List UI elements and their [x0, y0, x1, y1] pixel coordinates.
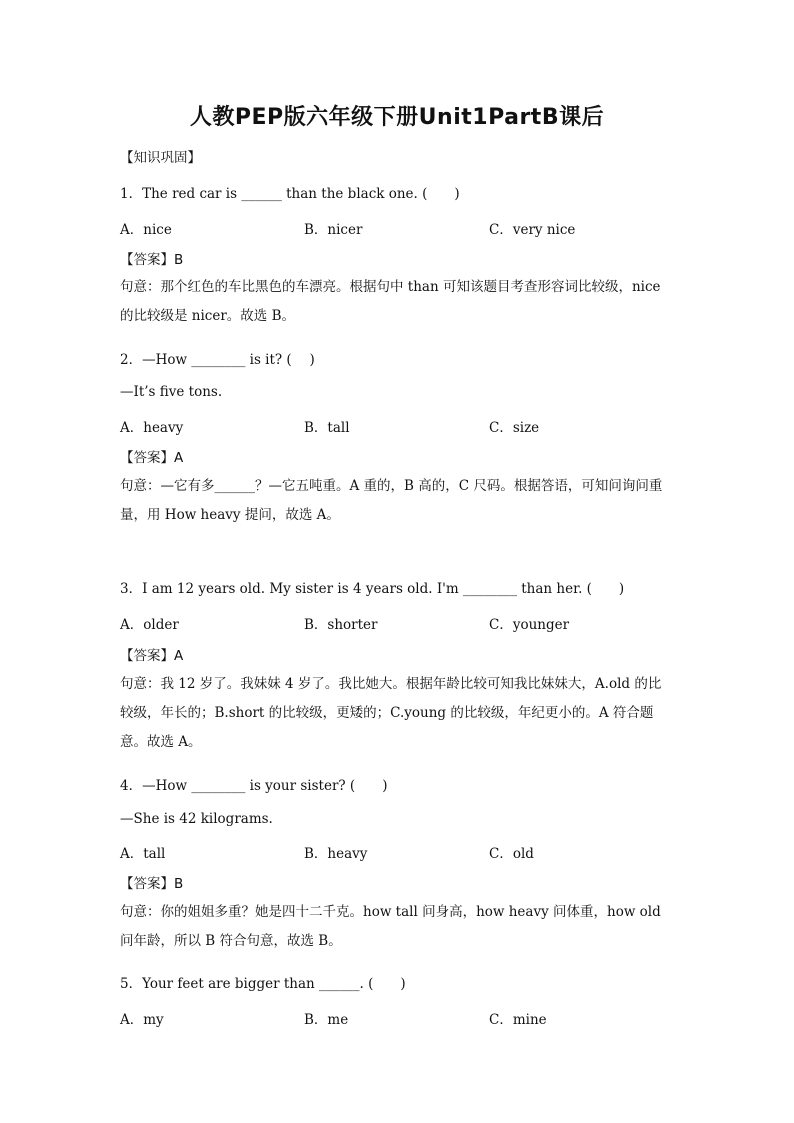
question-4-option-c: C．old — [489, 846, 534, 862]
question-1-option-b: B．nicer — [304, 222, 363, 238]
question-4-option-a: A．tall — [120, 846, 166, 862]
question-4-explanation: 句意：你的姐姐多重？她是四十二千克。how tall 问身高，how heavy 问体重，how old 问年龄，所以 B 符合句意，故选 B。 — [120, 904, 661, 949]
question-4-reply: —She is 42 kilograms. — [120, 811, 273, 827]
question-3-stem: 3．I am 12 years old. My sister is 4 years old. I'm ________ than her. ( ) — [120, 581, 625, 597]
question-2-reply: —It’s five tons. — [120, 384, 223, 400]
question-3-option-a: A．older — [120, 617, 179, 633]
question-1-answer: 【答案】B — [120, 252, 184, 268]
question-5-option-c: C．mine — [489, 1012, 547, 1028]
question-4-stem: 4．—How ________ is your sister? ( ) — [120, 778, 388, 794]
question-3-option-c: C．younger — [489, 617, 570, 633]
question-1-stem: 1．The red car is ______ than the black one. ( ) — [120, 186, 460, 202]
question-2-option-b: B．tall — [304, 420, 350, 436]
question-4-answer: 【答案】B — [120, 876, 184, 892]
question-2-stem: 2．—How ________ is it? ( ) — [120, 352, 315, 368]
question-2-explanation: 句意：—它有多______？—它五吨重。A 重的，B 高的，C 尺码。根据答语，可知问询问重量，用 How heavy 提问，故选 A。 — [120, 478, 663, 523]
question-1-option-c: C．very nice — [489, 222, 576, 238]
question-2-option-a: A．heavy — [120, 420, 184, 436]
question-4-option-b: B．heavy — [304, 846, 368, 862]
question-1-explanation: 句意：那个红色的车比黑色的车漂亮。根据句中 than 可知该题目考查形容词比较级，nice 的比较级是 nicer。故选 B。 — [120, 279, 661, 324]
question-5-stem: 5．Your feet are bigger than ______. ( ) — [120, 976, 406, 992]
question-5-option-b: B．me — [304, 1012, 349, 1028]
question-5-option-a: A．my — [120, 1012, 164, 1028]
question-3-option-b: B．shorter — [304, 617, 378, 633]
question-2-option-c: C．size — [489, 420, 540, 436]
question-3-answer: 【答案】A — [120, 648, 184, 664]
question-3-explanation: 句意：我 12 岁了。我妹妹 4 岁了。我比她大。根据年龄比较可知我比妹妹大，A.old 的比较级，年长的；B.short 的比较级，更矮的；C.young 的比较级，年纪更小的。A 符合题意。故选 A。 — [120, 676, 662, 750]
question-1-option-a: A．nice — [120, 222, 172, 238]
page-title: 人教PEP版六年级下册Unit1PartB课后 — [189, 105, 605, 130]
section-heading: 【知识巩固】 — [120, 150, 201, 166]
question-2-answer: 【答案】A — [120, 450, 184, 466]
